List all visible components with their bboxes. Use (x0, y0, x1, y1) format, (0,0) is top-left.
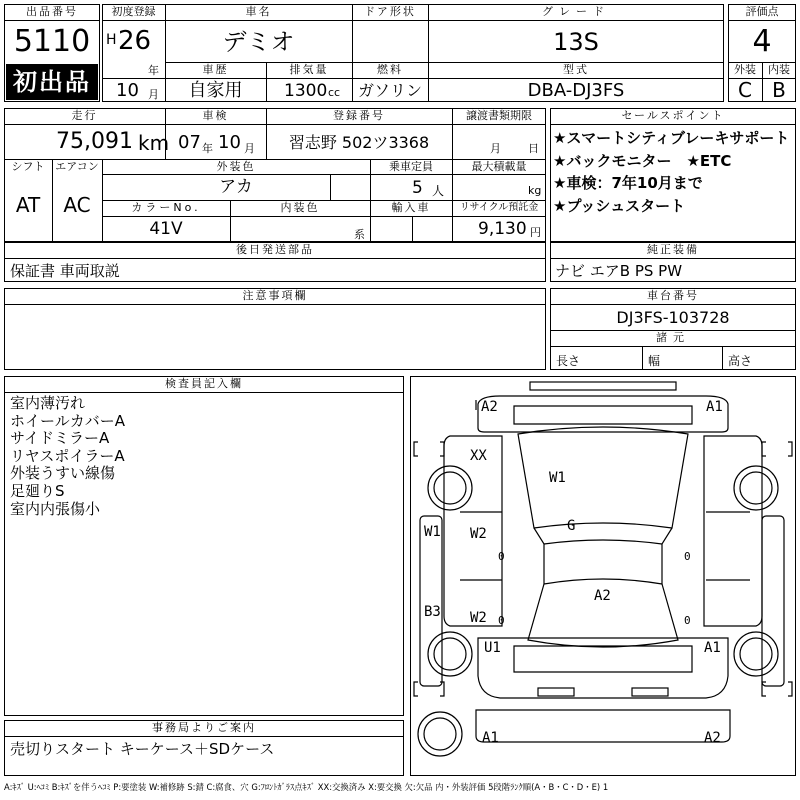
exterior-grade: C (738, 79, 752, 102)
inspection-label: 車検 (202, 109, 229, 122)
lot-number-label: 出品番号 (26, 5, 78, 18)
fuel: ガソリン (357, 81, 422, 100)
mark-u1: U1 (484, 640, 501, 656)
score: 4 (752, 24, 772, 59)
mark-rear-left: A1 (482, 730, 499, 746)
mark-front-right: A1 (706, 399, 723, 415)
mark-w1-top: W1 (549, 470, 566, 486)
inspector-note-6: 足廻りS (10, 481, 65, 500)
interior-grade-label: 内装 (768, 63, 790, 76)
exterior-color-label: 外装色 (216, 160, 256, 173)
inspector-label: 検査員記入欄 (165, 377, 243, 390)
sales-points-label: セールスポイント (621, 109, 725, 122)
inspection-year-unit: 年 (202, 142, 213, 155)
displacement-label: 排気量 (289, 63, 329, 76)
history: 自家用 (188, 80, 243, 101)
sales-point-1: ★スマートシティブレーキサポート (553, 129, 790, 147)
capacity: 5 (412, 178, 423, 198)
mileage: 75,091 (56, 129, 133, 154)
interior-grade: B (772, 79, 786, 102)
mark-rear-right: A2 (704, 730, 721, 746)
color-no: 41V (149, 219, 183, 239)
office-value: 売切りスタート キーケース＋SDケース (10, 740, 275, 758)
grade-label: グレード (542, 5, 610, 18)
capacity-unit: 人 (432, 184, 445, 198)
era: H (106, 32, 117, 48)
displacement: 1300 (284, 81, 328, 101)
first-reg-label: 初度登録 (111, 5, 156, 18)
inspector-notes (10, 395, 400, 518)
interior-color-label: 内装色 (280, 201, 320, 214)
first-listing-text: 初出品 (13, 68, 91, 96)
inspector-note-5: 外装うすい線傷 (10, 464, 116, 483)
chassis-label: 車台番号 (647, 289, 699, 302)
recycle-unit: 円 (530, 226, 541, 239)
plate: 習志野 502ツ3368 (288, 133, 430, 152)
inspector-note-4: リヤスポイラーA (10, 446, 125, 465)
door-label: ドア形状 (364, 5, 416, 18)
transfer-deadline-label: 譲渡書類期限 (466, 109, 532, 122)
height-label: 高さ (728, 354, 753, 368)
inspector-note-1: 室内薄汚れ (10, 394, 86, 412)
mark-g: G (567, 518, 576, 534)
later-parts-value: 保証書 車両取説 (10, 262, 120, 280)
mark-a2-center: A2 (594, 588, 611, 604)
mark-zero-3: 0 (498, 614, 505, 627)
mark-zero-4: 0 (684, 614, 691, 627)
history-label: 車歴 (202, 63, 229, 76)
max-load-label: 最大積載量 (471, 160, 527, 173)
mark-zero-2: 0 (684, 550, 691, 563)
office-label: 事務局よりご案内 (152, 721, 256, 734)
reg-year: 26 (118, 26, 152, 56)
month-unit: 月 (148, 88, 159, 101)
equipment-value: ナビ エアB PS PW (555, 262, 683, 280)
later-parts-label: 後日発送部品 (236, 243, 314, 256)
mark-w2-lower: W2 (470, 610, 487, 626)
chassis-number: DJ3FS-103728 (616, 308, 730, 327)
legend: A:ｷｽﾞ U:ﾍｺﾐ B:ｷｽﾞを伴うﾍｺﾐ P:要塗装 W:補修跡 S:錆 C:腐食、穴 G:ﾌﾛﾝﾄｶﾞﾗｽ点ｷｽﾞ XX:交換済み X:要交換 欠:欠品 内・外装評価 5段階ﾗﾝｸ順(A・B・C・D・E) 1 (4, 782, 609, 792)
reg-month: 10 (116, 80, 139, 101)
mark-xx: XX (470, 448, 487, 464)
mark-zero-1: 0 (498, 550, 505, 563)
sales-point-2: ★バックモニター ★ETC (553, 151, 732, 170)
car-name: デミオ (222, 28, 295, 56)
displacement-unit: cc (328, 86, 341, 99)
fuel-label: 燃料 (377, 63, 403, 76)
model-label: 型式 (563, 63, 589, 76)
exterior-grade-label: 外装 (734, 63, 756, 76)
mark-b3: B3 (424, 604, 441, 620)
inspection-month: 10 (218, 132, 241, 153)
lot-number: 5110 (13, 24, 91, 59)
width-label: 幅 (648, 354, 661, 368)
model: DBA-DJ3FS (527, 80, 625, 101)
inspector-note-7: 室内内張傷小 (10, 499, 101, 518)
recycle-label: リサイクル預託金 (459, 202, 539, 213)
mileage-unit: km (138, 131, 170, 155)
max-load-unit: kg (528, 184, 542, 197)
inspector-note-2: ホイールカバーA (10, 411, 125, 430)
mark-w1-side: W1 (424, 524, 441, 540)
mileage-label: 走行 (71, 109, 98, 122)
transfer-month-unit: 月 (490, 142, 501, 155)
sales-point-3: ★車検：7年10月まで (553, 174, 703, 192)
dimensions-label: 諸元 (656, 331, 690, 344)
grade: 13S (553, 28, 599, 56)
transfer-day-unit: 日 (528, 142, 539, 155)
shift-label: シフト (11, 160, 45, 173)
score-label: 評価点 (745, 5, 779, 18)
car-diagram (410, 376, 796, 776)
interior-color-unit: 系 (354, 228, 365, 241)
inspector-note-3: サイドミラーA (10, 429, 110, 448)
mark-w2-upper: W2 (470, 526, 487, 542)
car-name-label: 車名 (245, 5, 272, 18)
length-label: 長さ (556, 354, 581, 368)
year-unit: 年 (148, 64, 159, 77)
capacity-label: 乗車定員 (389, 160, 433, 173)
mark-front-left: A2 (481, 399, 498, 415)
plate-label: 登録番号 (333, 109, 385, 122)
caution-label: 注意事項欄 (242, 289, 308, 302)
shift: AT (15, 193, 41, 217)
sales-points-list (553, 127, 796, 217)
color-no-label: カラーNo. (131, 201, 201, 214)
ac-label: エアコン (55, 160, 99, 173)
exterior-color: アカ (219, 177, 253, 197)
inspection-year: 07 (178, 132, 201, 153)
import-label: 輸入車 (391, 201, 431, 214)
ac: AC (63, 193, 91, 217)
sales-point-4: ★プッシュスタート (553, 196, 686, 215)
mark-a1-right: A1 (704, 640, 721, 656)
equipment-label: 純正装備 (647, 243, 699, 256)
inspection-month-unit: 月 (244, 142, 255, 155)
recycle-fee: 9,130 (478, 219, 527, 239)
